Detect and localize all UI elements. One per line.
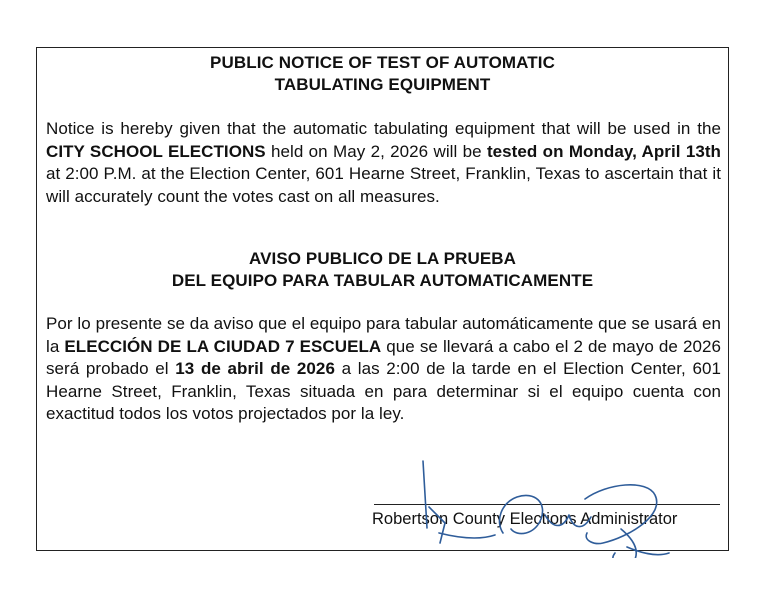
body-text: a las 2:00 de la tarde en el Election Center, 601 Hearne Street, Franklin, Texas situada en para determinar si el equipo cuenta con exactitud todos los votos projectados por la ley.	[46, 359, 721, 424]
body-text: Notice is hereby given that the automatic tabulating equipment that will be used in the	[46, 119, 721, 138]
notice-title-spanish	[37, 248, 728, 292]
body-text: Por lo presente se da aviso que el equipo para tabular automáticamente que se usará en la	[46, 314, 721, 356]
test-date: tested on Monday, April 13th	[486, 141, 721, 161]
notice-title-english	[37, 52, 728, 96]
body-text: at 2:00 P.M. at the Election Center, 601 Hearne Street, Franklin, Texas to ascertain that it will accurately count the votes cast on all measures.	[46, 164, 721, 206]
test-date: 13 de abril de 2026	[175, 359, 335, 379]
title-line: PUBLIC NOTICE OF TEST OF AUTOMATIC	[210, 53, 555, 72]
signature-line	[374, 504, 720, 505]
handwritten-signature	[407, 433, 677, 558]
notice-box	[36, 47, 729, 551]
title-line: AVISO PUBLICO DE LA PRUEBA	[248, 249, 517, 268]
election-name: ELECCIÓN DE LA CIUDAD 7 ESCUELA	[64, 336, 382, 356]
body-text: held on May 2, 2026 will be	[265, 141, 487, 161]
notice-body-spanish	[46, 313, 721, 426]
body-text: que se llevará a cabo el 2 de mayo de 2026 será probado el	[46, 336, 722, 379]
signature-caption: Robertson County Elections Administrator	[372, 510, 678, 528]
election-name: CITY SCHOOL ELECTIONS	[46, 141, 266, 161]
title-line: DEL EQUIPO PARA TABULAR AUTOMATICAMENTE	[171, 271, 594, 290]
title-line: TABULATING EQUIPMENT	[274, 75, 491, 94]
notice-body-english	[46, 118, 721, 208]
